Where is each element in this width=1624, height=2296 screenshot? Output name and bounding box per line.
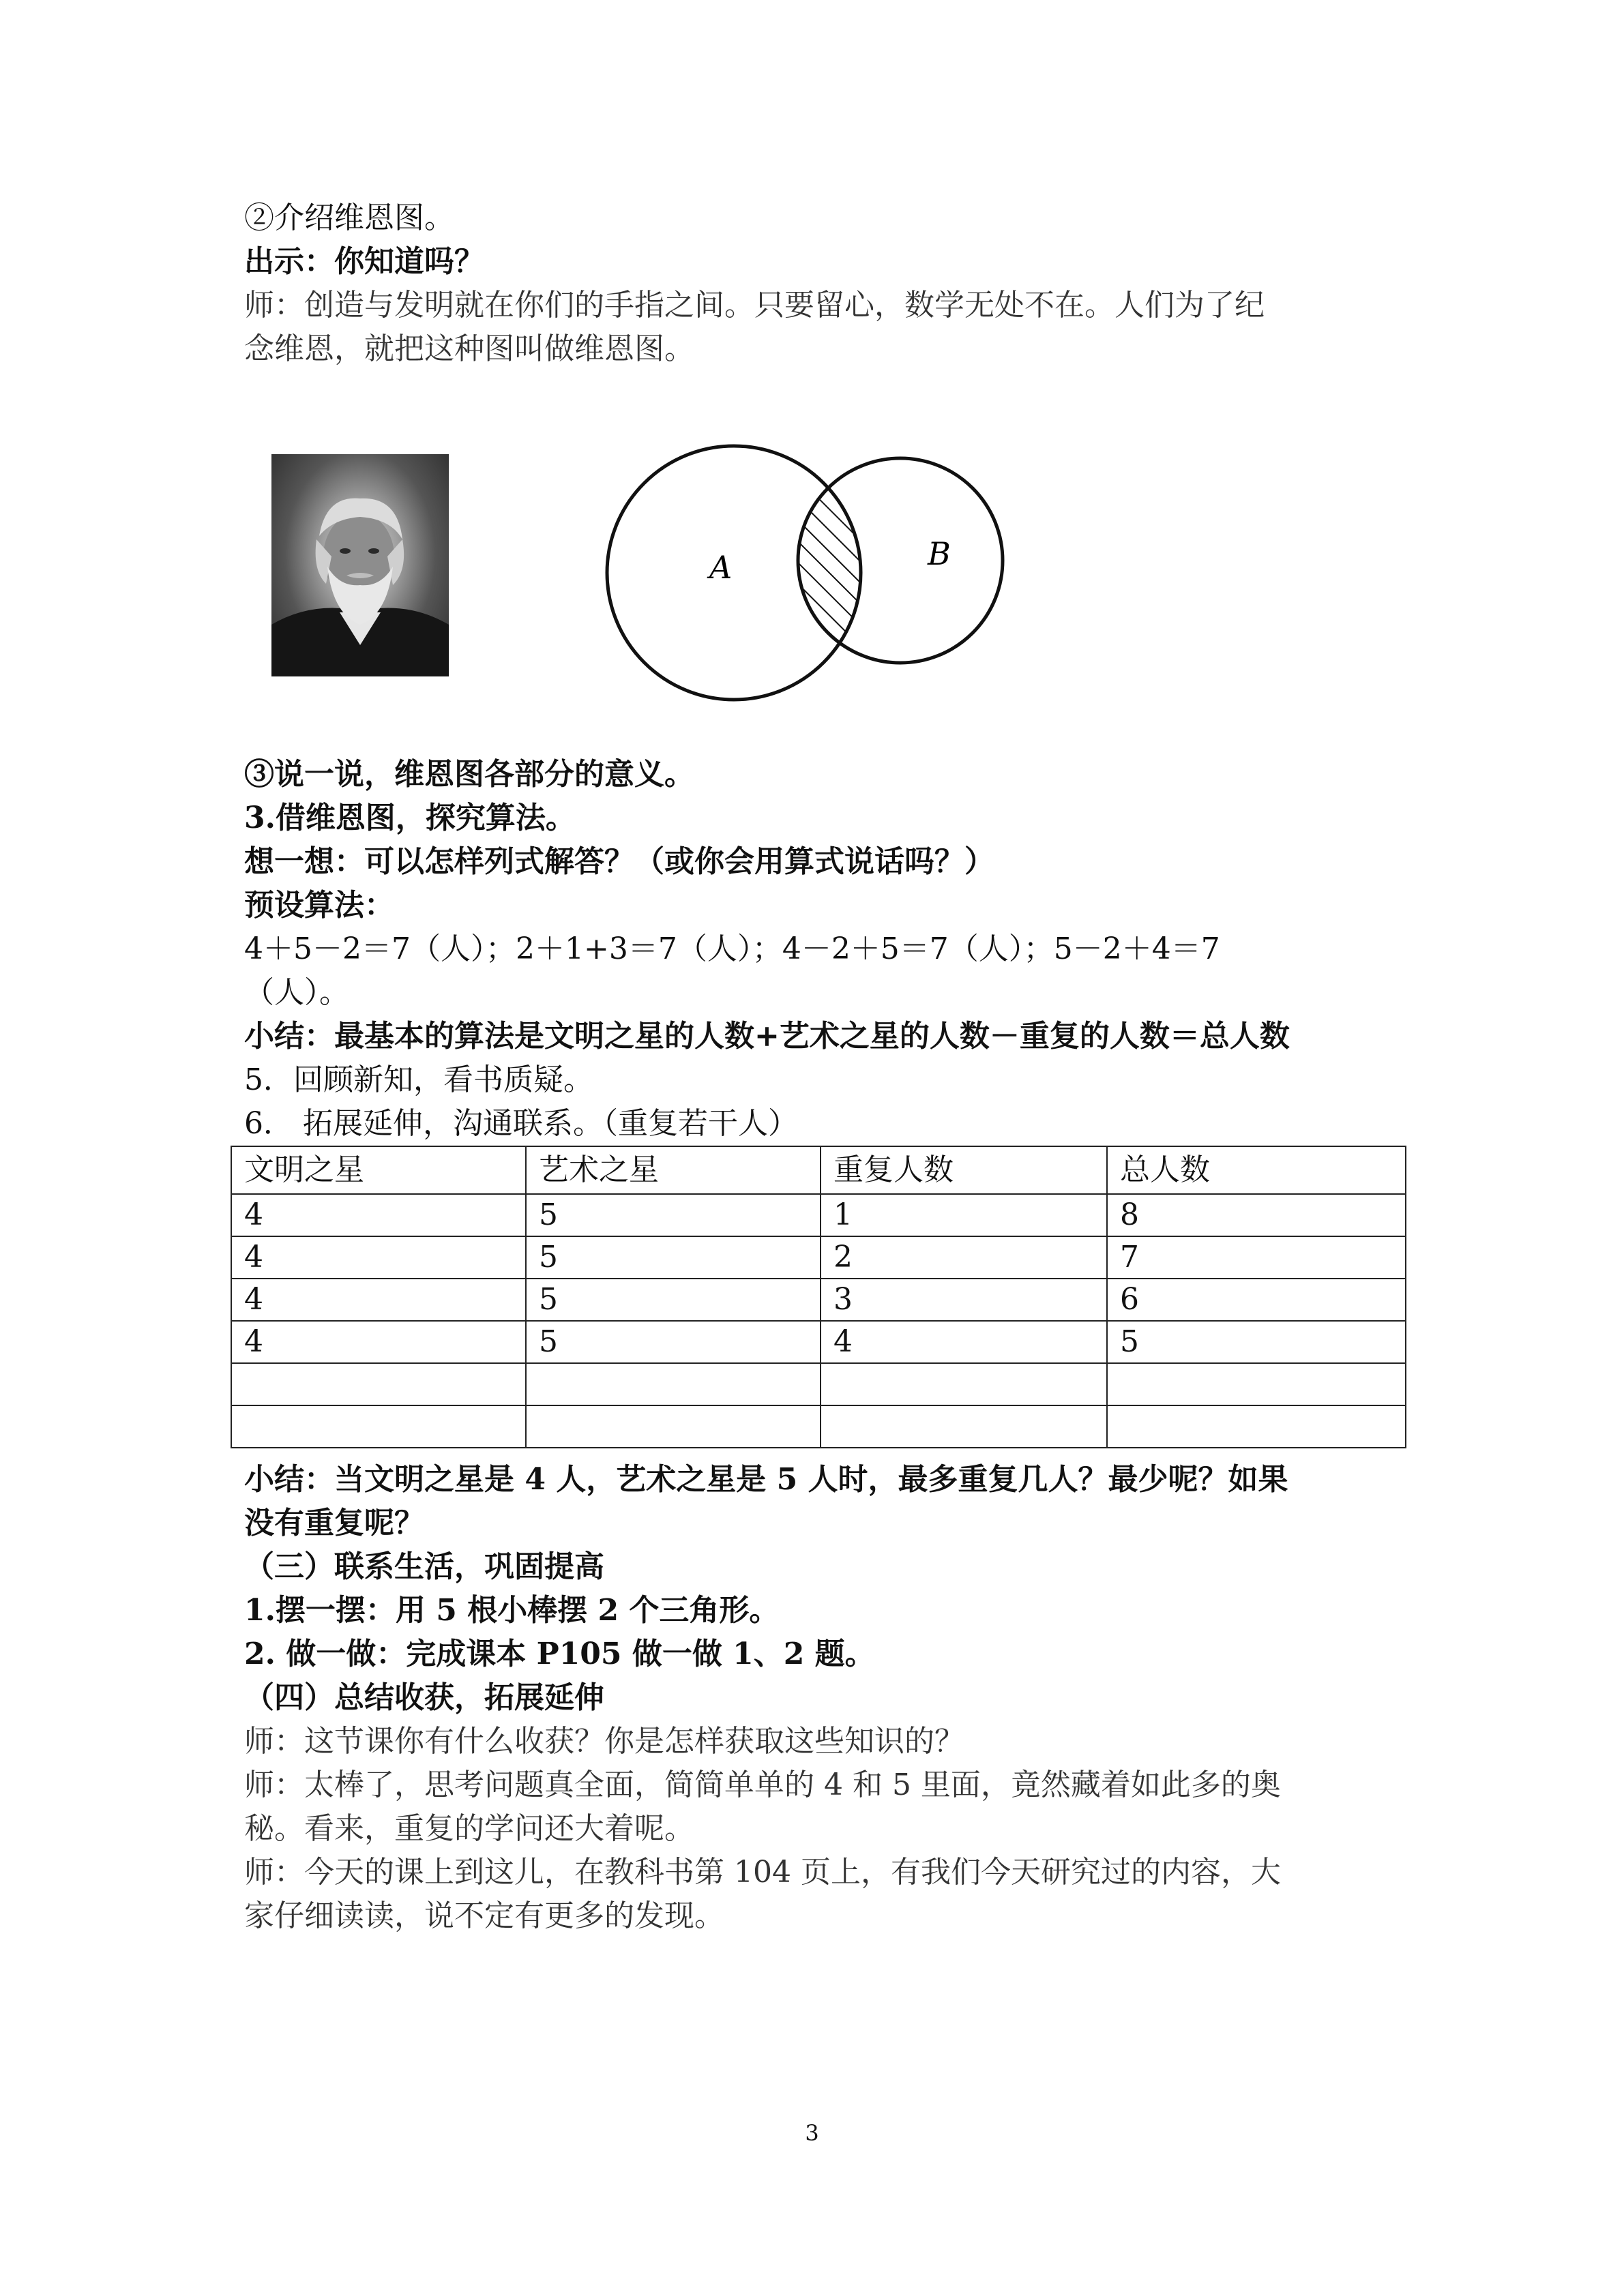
line-formulas: 4＋5－2＝7（人）；2＋1+3＝7（人）；4－2＋5＝7（人）；5－2＋4＝7 bbox=[244, 931, 1220, 966]
table-header-row bbox=[231, 1146, 1406, 1194]
line-teacher-praise-cont: 秘。看来，重复的学问还大着呢。 bbox=[244, 1811, 694, 1846]
line-teacher-harvest: 师：这节课你有什么收获？你是怎样获取这些知识的？ bbox=[244, 1724, 964, 1759]
page-number: 3 bbox=[805, 2120, 819, 2146]
venn-diagram bbox=[600, 430, 1023, 730]
line-teacher-creation: 师：创造与发明就在你们的手指之间。只要留心，数学无处不在。人们为了纪 bbox=[244, 288, 1265, 323]
line-do-exercise: 2. 做一做：完成课本 P105 做一做 1、2 题。 bbox=[244, 1637, 875, 1671]
table-row bbox=[231, 1363, 1406, 1405]
table-cell: 5 bbox=[526, 1236, 821, 1279]
table-cell bbox=[1107, 1405, 1406, 1448]
line-teacher-closing-cont: 家仔细读读，说不定有更多的发现。 bbox=[244, 1898, 724, 1933]
line-think: 想一想：可以怎样列式解答？（或你会用算式说话吗？） bbox=[244, 844, 994, 879]
table-cell: 5 bbox=[1107, 1321, 1406, 1363]
table-cell: 1 bbox=[821, 1194, 1107, 1236]
venn-label-a: A bbox=[709, 549, 733, 586]
table-row bbox=[231, 1279, 1406, 1321]
line-preset-algorithm: 预设算法： bbox=[244, 888, 394, 923]
table-row bbox=[231, 1405, 1406, 1448]
table-cell bbox=[821, 1363, 1107, 1405]
table-cell: 4 bbox=[231, 1321, 526, 1363]
table-header-cell: 重复人数 bbox=[821, 1146, 1107, 1194]
line-formulas-cont: （人）。 bbox=[244, 975, 349, 1010]
table-header-cell: 总人数 bbox=[1107, 1146, 1406, 1194]
overlap-table bbox=[231, 1146, 1406, 1448]
table-cell: 4 bbox=[231, 1236, 526, 1279]
line-teacher-creation-cont: 念维恩，就把这种图叫做维恩图。 bbox=[244, 331, 694, 366]
table-cell: 2 bbox=[821, 1236, 1107, 1279]
table-cell bbox=[1107, 1363, 1406, 1405]
table-row bbox=[231, 1194, 1406, 1236]
table-row bbox=[231, 1236, 1406, 1279]
table-header-cell: 文明之星 bbox=[231, 1146, 526, 1194]
line-review: 5．回顾新知，看书质疑。 bbox=[244, 1062, 593, 1097]
line-arrange-sticks: 1.摆一摆：用 5 根小棒摆 2 个三角形。 bbox=[244, 1593, 780, 1628]
table-cell: 5 bbox=[526, 1321, 821, 1363]
line-teacher-closing: 师：今天的课上到这儿，在教科书第 104 页上，有我们今天研究过的内容，大 bbox=[244, 1855, 1281, 1890]
line-introduce-venn: ②介绍维恩图。 bbox=[244, 200, 454, 235]
table-cell bbox=[526, 1363, 821, 1405]
table-cell bbox=[231, 1405, 526, 1448]
table-cell: 7 bbox=[1107, 1236, 1406, 1279]
line-teacher-praise: 师：太棒了，思考问题真全面，简简单单的 4 和 5 里面，竟然藏着如此多的奥 bbox=[244, 1768, 1281, 1802]
table-cell: 3 bbox=[821, 1279, 1107, 1321]
line-explain-parts: ③说一说，维恩图各部分的意义。 bbox=[244, 757, 694, 792]
line-summary-question-cont: 没有重复呢？ bbox=[244, 1506, 424, 1540]
line-summary-basic: 小结：最基本的算法是文明之星的人数+艺术之星的人数－重复的人数＝总人数 bbox=[244, 1019, 1290, 1054]
table-cell: 4 bbox=[231, 1194, 526, 1236]
table-cell: 4 bbox=[231, 1279, 526, 1321]
line-extend: 6． 拓展延伸，沟通联系。（重复若干人） bbox=[244, 1106, 798, 1141]
table-cell: 5 bbox=[526, 1194, 821, 1236]
table-cell: 6 bbox=[1107, 1279, 1406, 1321]
line-summary-question: 小结：当文明之星是 4 人，艺术之星是 5 人时，最多重复几人？最少呢？如果 bbox=[244, 1462, 1288, 1497]
table-cell: 5 bbox=[526, 1279, 821, 1321]
table-cell: 4 bbox=[821, 1321, 1107, 1363]
venn-portrait bbox=[271, 454, 449, 676]
table-cell: 8 bbox=[1107, 1194, 1406, 1236]
line-section-four: （四）总结收获，拓展延伸 bbox=[244, 1680, 604, 1715]
line-did-you-know: 出示：你知道吗？ bbox=[244, 244, 484, 279]
table-cell bbox=[526, 1405, 821, 1448]
table-cell bbox=[231, 1363, 526, 1405]
line-section-three: （三）联系生活，巩固提高 bbox=[244, 1549, 604, 1584]
table-row bbox=[231, 1321, 1406, 1363]
table-cell bbox=[821, 1405, 1107, 1448]
venn-label-b: B bbox=[928, 535, 951, 572]
line-explore-algorithm: 3.借维恩图，探究算法。 bbox=[244, 801, 576, 835]
table-header-cell: 艺术之星 bbox=[526, 1146, 821, 1194]
